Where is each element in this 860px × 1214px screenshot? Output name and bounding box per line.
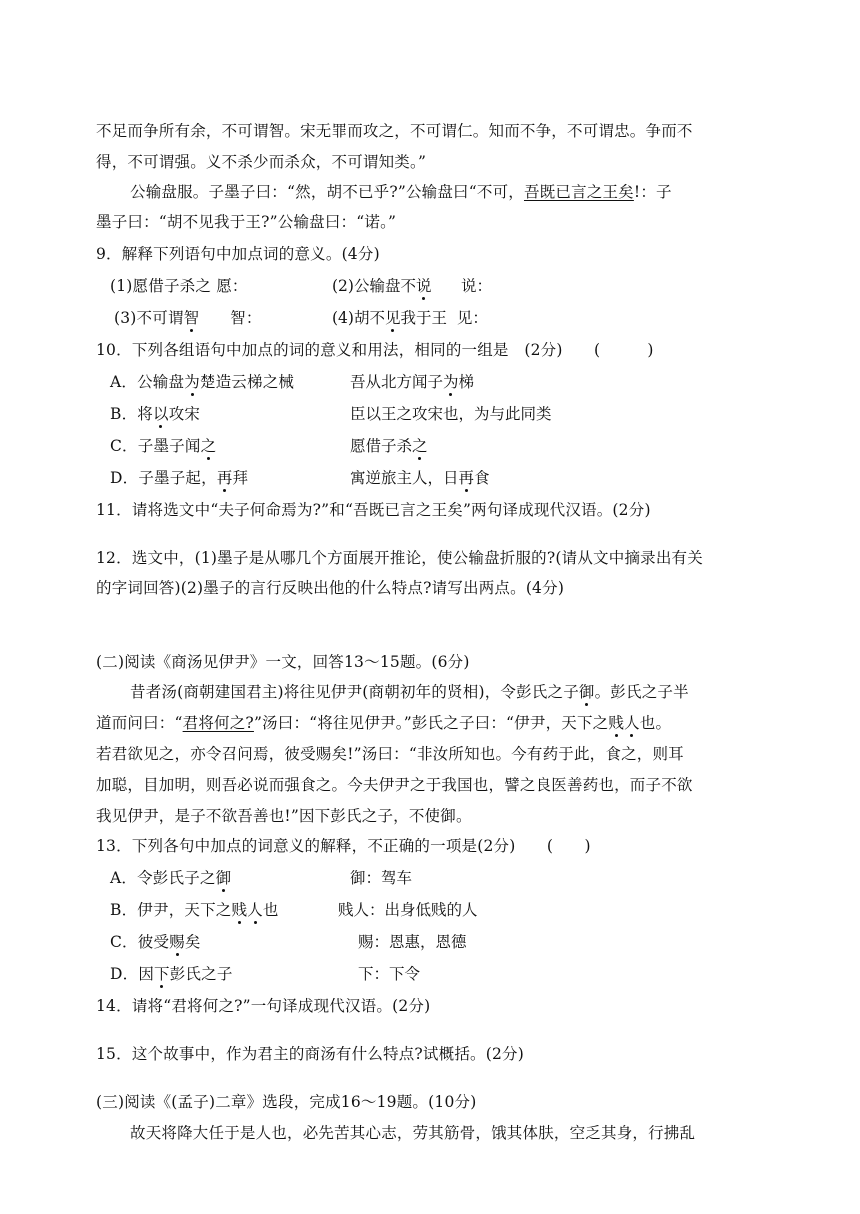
- q10-d-left-post: 拜: [232, 469, 249, 487]
- section2-line1-dotted: 御: [578, 683, 595, 701]
- q9-item-4: [332, 308, 488, 328]
- q10-c-right-pre: 愿借子杀: [350, 437, 413, 455]
- q13-option-c: [110, 932, 201, 952]
- q13-c-dotted: 赐: [169, 933, 185, 951]
- q9-item-2: [332, 276, 492, 296]
- q9-item-3-answer-label: 智：: [230, 309, 262, 327]
- section3-heading: (三)阅读《(孟子)二章》选段，完成16～19题。(10分): [96, 1093, 477, 1111]
- q10-a-right-pre: 吾从北方闻子: [350, 373, 444, 391]
- q10-option-b-right: 臣以王之攻宋也，为与此同类: [350, 405, 552, 423]
- q13-option-b-explain: 贱人：出身低贱的人: [338, 901, 478, 919]
- section2-line2-mid: ”汤曰：“将往见伊尹。”彭氏之子曰：“伊尹，天下之: [253, 714, 609, 732]
- q13-a-dotted: 御: [215, 869, 232, 887]
- section2-line3: 若君欲见之，亦令召问焉，彼受赐矣!”汤曰：“非汝所知也。今有药于此，食之，则耳: [96, 745, 684, 763]
- q9-item-4-dotted: 见: [384, 309, 401, 327]
- q13-d-dotted: 下: [154, 965, 170, 983]
- q11-stem: 11．请将选文中“夫子何命焉为?”和“吾既已言之王矣”两句译成现代汉语。(2分): [96, 501, 651, 519]
- q13-option-c-explain: 赐：恩惠，恩德: [358, 933, 467, 951]
- passage1-line2: 得，不可谓强。义不杀少而杀众，不可谓知类。”: [96, 153, 427, 171]
- q13-a-pre: A．令彭氏子之: [110, 869, 216, 887]
- section2-line2-dotted-2: 人: [624, 714, 640, 732]
- section2-line2-text: 道而问曰：“: [96, 714, 183, 732]
- section2-line2-tail: 也。: [639, 714, 672, 732]
- q10-b-left-post: 攻宋: [168, 405, 201, 423]
- q10-a-left-post: 楚造云梯之械: [199, 373, 295, 391]
- section2-line2: [96, 713, 671, 733]
- q10-option-a-right: [350, 372, 474, 392]
- q9-item-2-text: (2)公输盘不: [332, 277, 416, 295]
- section3-line1: 故天将降大任于是人也，必先苦其心志，劳其筋骨，饿其体肤，空乏其身，行拂乱: [130, 1124, 696, 1142]
- q13-option-a: [110, 868, 231, 888]
- q13-b-dotted-2: 人: [247, 901, 263, 919]
- section2-line1-text: 昔者汤(商朝建国君主)将往见伊尹(商朝初年的贤相)，令彭氏之子: [130, 683, 579, 701]
- underlined-sentence: 吾既已言之王矣: [523, 183, 634, 201]
- q9-item-4-answer-label: 见：: [456, 309, 488, 327]
- q10-d-right-pre: 寓逆旅主人，日: [350, 469, 459, 487]
- q9-item-3-text: (3)不可谓: [114, 309, 184, 327]
- q10-option-d-left: [110, 468, 248, 488]
- q10-c-right-dotted: 之: [412, 437, 428, 455]
- q13-d-pre: D．因: [110, 965, 155, 983]
- section2-line5: 我见伊尹，是子不欲吾善也!”因下彭氏之子，不使御。: [96, 807, 472, 825]
- q9-item-4-text: (4)胡不: [332, 309, 385, 327]
- q9-stem: 9．解释下列语句中加点词的意义。(4分): [96, 245, 380, 263]
- q12-line2: 的字词回答)(2)墨子的言行反映出他的什么特点?请写出两点。(4分): [96, 579, 565, 597]
- q12-line1: 12．选文中，(1)墨子是从哪几个方面展开推论，使公输盘折服的?(请从文中摘录出有关: [96, 549, 703, 567]
- q13-b-post: 也: [262, 901, 279, 919]
- q13-option-d: [110, 964, 233, 984]
- passage1-line4: 墨子曰：“胡不见我于王?”公输盘曰：“诺。”: [96, 213, 397, 231]
- passage1-line3: [130, 182, 672, 202]
- q13-c-post: 矣: [184, 933, 201, 951]
- q10-b-left-pre: B．将: [110, 405, 153, 423]
- q10-option-a-left: [110, 372, 294, 392]
- q9-item-2-answer-label: 说：: [461, 277, 493, 295]
- q13-option-d-explain: 下：下令: [358, 965, 421, 983]
- q10-b-left-dotted: 以: [153, 405, 169, 423]
- q9-item-3-dotted: 智: [183, 309, 200, 327]
- q10-option-b-left: [110, 404, 200, 424]
- q10-d-right-dotted: 再: [458, 469, 475, 487]
- q9-item-4-text-post: 我于王: [400, 309, 447, 327]
- q10-option-c-left: [110, 436, 216, 456]
- q9-item-1-text: (1)愿借子杀之: [110, 277, 212, 295]
- q13-d-post: 彭氏之子: [169, 965, 233, 983]
- q10-a-left-pre: A．公输盘: [110, 373, 185, 391]
- q10-option-c-right: [350, 436, 428, 456]
- q13-stem: 13．下列各句中加点的词意义的解释，不正确的一项是(2分) ( ): [96, 837, 591, 855]
- q13-b-pre: B．伊尹，天下之: [110, 901, 232, 919]
- passage1-line3-tail: !：子: [633, 183, 672, 201]
- q10-d-left-dotted: 再: [216, 469, 233, 487]
- section2-line1-tail: 。彭氏之子半: [594, 683, 689, 701]
- q10-c-left-pre: C．子墨子闻: [110, 437, 201, 455]
- q13-c-pre: C．彼受: [110, 933, 170, 951]
- q10-a-left-dotted: 为: [184, 373, 200, 391]
- q10-stem: 10．下列各组语句中加点的词的意义和用法，相同的一组是 (2分) ( ): [96, 341, 654, 359]
- q9-item-1-answer-label: 愿：: [216, 277, 248, 295]
- q9-item-3: [114, 308, 262, 328]
- q10-a-right-post: 梯: [458, 373, 475, 391]
- passage1-line3-text: 公输盘服。子墨子曰：“然，胡不已乎?”公输盘曰“不可，: [130, 183, 524, 201]
- passage1-line1: 不足而争所有余，不可谓智。宋无罪而攻之，不可谓仁。知而不争，不可谓忠。争而不: [96, 122, 693, 140]
- section2-heading: (二)阅读《商汤见伊尹》一文，回答13～15题。(6分): [96, 653, 470, 671]
- underlined-question: 君将何之?: [182, 714, 254, 732]
- q10-d-right-post: 食: [474, 469, 490, 487]
- q9-item-2-dotted: 说: [415, 277, 432, 295]
- section2-line2-dotted-1: 贱: [608, 714, 625, 732]
- q13-option-b: [110, 900, 279, 920]
- q10-a-right-dotted: 为: [443, 373, 459, 391]
- q13-option-a-explain: 御：驾车: [350, 869, 413, 887]
- q10-option-d-right: [350, 468, 490, 488]
- q15-stem: 15．这个故事中，作为君主的商汤有什么特点?试概括。(2分): [96, 1045, 524, 1063]
- section2-line4: 加聪，目加明，则吾必说而强食之。今夫伊尹之于我国也，譬之良医善药也，而子不欲: [96, 776, 693, 794]
- q10-d-left-pre: D．子墨子起，: [110, 469, 217, 487]
- q14-stem: 14．请将“君将何之?”一句译成现代汉语。(2分): [96, 997, 431, 1015]
- section2-line1: [130, 682, 689, 702]
- q13-b-dotted-1: 贱: [231, 901, 248, 919]
- q10-c-left-dotted: 之: [200, 437, 217, 455]
- q9-item-1: [110, 276, 248, 296]
